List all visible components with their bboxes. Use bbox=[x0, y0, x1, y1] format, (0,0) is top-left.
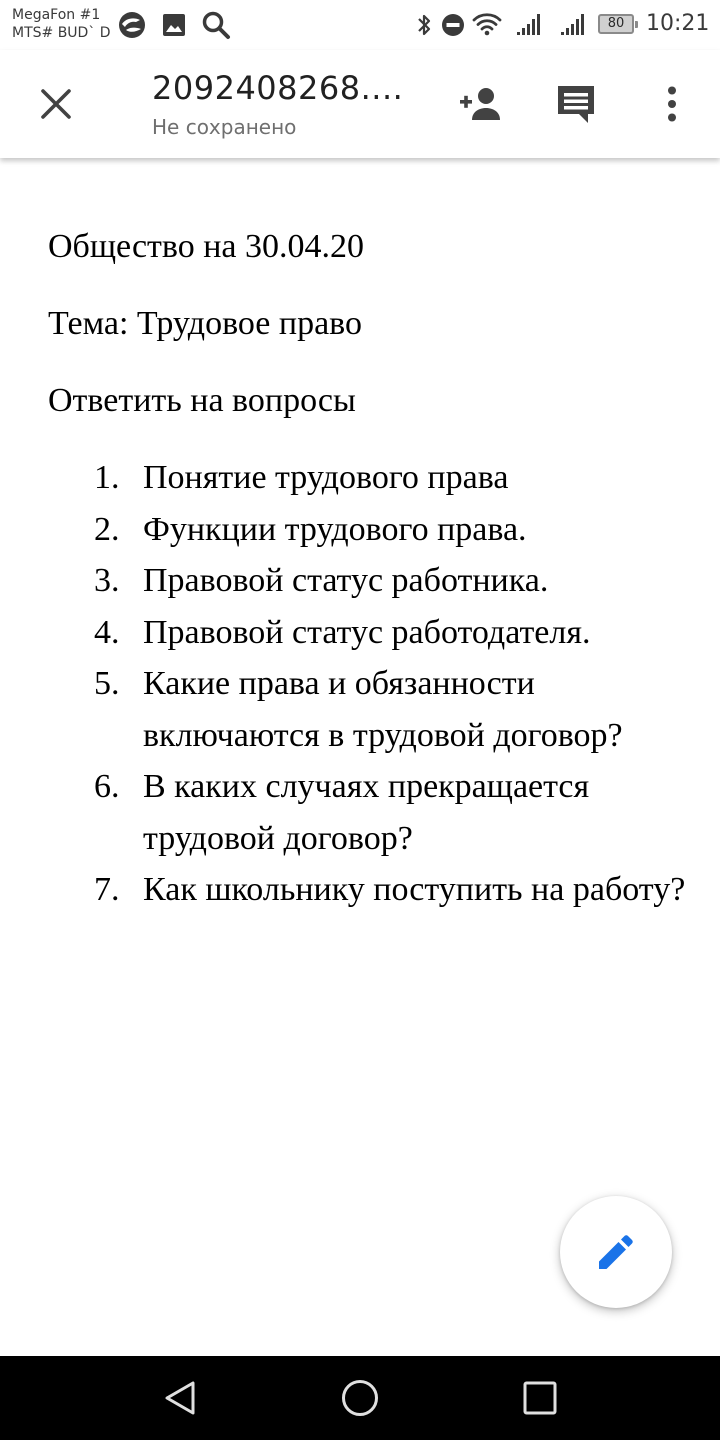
close-button[interactable] bbox=[28, 78, 84, 130]
battery-level: 80 bbox=[607, 16, 625, 31]
signal-icon-sim2 bbox=[560, 12, 588, 36]
battery-icon bbox=[598, 14, 634, 34]
list-item bbox=[48, 761, 688, 864]
list-item bbox=[48, 658, 688, 761]
list-item-text: Какие права и обязанности включаются в трудовой договор? bbox=[143, 665, 623, 754]
list-item-text: Правовой статус работодателя. bbox=[143, 613, 591, 651]
recents-button[interactable] bbox=[520, 1378, 560, 1418]
list-item-text: Правовой статус работника. bbox=[143, 562, 549, 599]
carrier-2: MTS# BUD` D bbox=[12, 25, 111, 41]
share-add-person-button[interactable] bbox=[452, 78, 508, 130]
doc-line-instruction: Ответить на вопросы bbox=[48, 382, 356, 419]
home-button[interactable] bbox=[340, 1378, 380, 1418]
list-item-text: Как школьнику поступить на работу? bbox=[143, 871, 686, 908]
carrier-info bbox=[12, 6, 111, 42]
comments-button[interactable] bbox=[548, 78, 604, 130]
list-item-number: 2. bbox=[94, 510, 120, 548]
close-icon bbox=[40, 88, 72, 120]
list-item bbox=[48, 555, 688, 607]
save-status: Не сохранено bbox=[152, 115, 297, 139]
list-item-number: 1. bbox=[94, 459, 120, 496]
search-icon bbox=[200, 9, 232, 41]
carrier-1: MegaFon #1 bbox=[12, 7, 101, 23]
questions-list bbox=[48, 452, 688, 916]
list-item bbox=[48, 504, 688, 556]
edit-fab-button[interactable] bbox=[560, 1196, 672, 1308]
more-options-button[interactable] bbox=[652, 78, 692, 130]
recents-square-icon bbox=[523, 1381, 557, 1415]
image-icon bbox=[162, 13, 186, 37]
do-not-disturb-icon bbox=[441, 13, 465, 37]
list-item-number: 3. bbox=[94, 562, 120, 599]
add-person-icon bbox=[456, 86, 504, 122]
comment-icon bbox=[555, 83, 597, 125]
list-item-text: Функции трудового права. bbox=[143, 510, 527, 548]
back-triangle-icon bbox=[163, 1380, 197, 1416]
list-item-number: 4. bbox=[94, 613, 120, 651]
back-button[interactable] bbox=[160, 1378, 200, 1418]
list-item bbox=[48, 607, 688, 659]
more-vert-icon bbox=[667, 86, 677, 122]
list-item bbox=[48, 452, 688, 504]
clock: 10:21 bbox=[646, 11, 710, 36]
list-item-number: 6. bbox=[94, 768, 120, 805]
doc-line-topic: Тема: Трудовое право bbox=[48, 305, 363, 342]
bluetooth-icon bbox=[415, 12, 433, 38]
status-bar bbox=[0, 0, 720, 50]
navigation-bar bbox=[0, 1356, 720, 1440]
signal-icon-sim1 bbox=[516, 12, 544, 36]
list-item-number: 7. bbox=[94, 871, 120, 908]
list-item-number: 5. bbox=[94, 665, 120, 702]
home-circle-icon bbox=[341, 1379, 379, 1417]
app-bar bbox=[0, 50, 720, 158]
document-content[interactable] bbox=[48, 222, 688, 916]
wifi-icon bbox=[472, 12, 502, 36]
document-title: 2092408268.... bbox=[152, 69, 404, 107]
notification-bird-icon bbox=[116, 10, 148, 40]
list-item bbox=[48, 864, 688, 916]
doc-line-subject: Общество на 30.04.20 bbox=[48, 228, 365, 265]
list-item-text: В каких случаях прекращается трудовой договор? bbox=[143, 768, 590, 857]
list-item-text: Понятие трудового права bbox=[143, 459, 509, 496]
edit-pencil-icon bbox=[596, 1232, 636, 1272]
